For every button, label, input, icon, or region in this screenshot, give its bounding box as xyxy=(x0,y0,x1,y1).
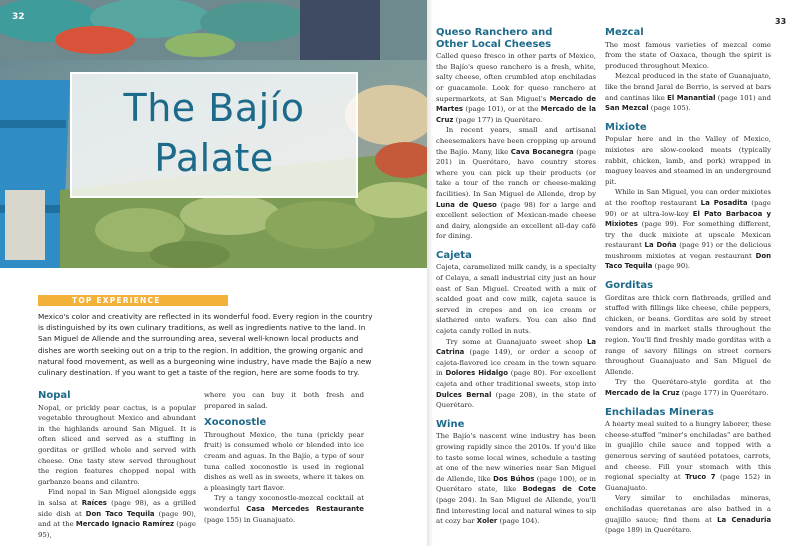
nopal-paragraph-1: Nopal, or prickly pear cactus, is a popular vegetable throughout Mexico and abundant in the highlands around San Miguel. It is often sliced and served as a stuffing in gorditas or grilled whole and served with cheese. One tasty stew served throughout the region features chopped nopal with garbanzo beans and cilantro. xyxy=(38,403,196,486)
page-number-right: 33 xyxy=(775,17,787,26)
xoconostle-paragraph-2: Try a tangy xoconostle-mezcal cocktail at wonderful Casa Mercedes Restaurante (page 155) in Guanajuato. xyxy=(204,494,364,524)
nopal-paragraph-2: Find nopal in San Miguel alongside eggs in salsa at Raíces (page 98), as a grilled side dish at Don Taco Tequila (page 90), and at the Mercado Ignacio Ramírez (page 95), xyxy=(38,488,196,539)
place-raices: Raíces xyxy=(81,498,107,507)
mezcal-paragraph-1: The most famous varieties of mezcal come from the state of Oaxaca, though the spirit is produced throughout Mexico. xyxy=(605,40,771,70)
section-heading-enchiladas: Enchiladas Mineras xyxy=(605,406,714,418)
page-number-left: 32 xyxy=(12,12,25,22)
section-heading-cajeta: Cajeta xyxy=(436,249,472,261)
enchiladas-paragraph-1: A hearty meal suited to a hungry laborer, these cheese-stuffed "miner's enchiladas" are bathed in guajillo chile sauce and topped with a generous serving of sautéed potatoes, carrots, and cheese. Fill your stomach with this regional specialty at Truco 7 (page 152) in Guanajuato. xyxy=(605,420,771,492)
place-el-pato: El Pato Barbacoa y Mixiotes xyxy=(605,209,771,229)
place-mercado-de-la-cruz: Mercado de la Cruz xyxy=(436,105,596,124)
section-heading-gorditas: Gorditas xyxy=(605,280,654,292)
queso-paragraph-2: In recent years, small and artisanal cheesemakers have been cropping up around the Bajío. Many, like Cava Bocanegra (page 201) in Querétaro, have country stores where you can pick up their products (or take a tour of the ranch or cheese-making facilities). In San Miguel de Allende, drop by Luna de Queso (page 98) for a large and excellent selection of Mexican-made cheese and dairy, alongside an excellent all-day café for dining. xyxy=(436,126,597,241)
gorditas-paragraph-1: Gorditas are thick corn flatbreads, grilled and stuffed with fillings like cheese, chile peppers, chicken, or beans. Gorditas are sold by street vendors and in market stalls throughout the region. You'll find freshly made gorditas with a range of savory fillings on street corners throughout Guanajuato and San Miguel de Allende. xyxy=(605,293,771,376)
place-cava-bocanegra: Cava Bocanegra xyxy=(510,147,574,156)
section-heading-xoconostle: Xoconostle xyxy=(204,417,267,429)
place-casa-mercedes: Casa Mercedes Restaurante xyxy=(246,504,364,513)
place-dos-buhos: Dos Búhos xyxy=(493,474,535,483)
cajeta-paragraph-1: Cajeta, caramelized milk candy, is a specialty of Celaya, a small industrial city just an hour east of San Miguel. Created with a mix of scalded goat and cow milk, cajeta sauce is served in crepes and on ice cream or slathered onto wafers. You can also find cajeta candy rolled in nuts. xyxy=(436,263,596,336)
column-cheese-cajeta-wine xyxy=(436,27,596,527)
section-heading-nopal: Nopal xyxy=(38,390,71,401)
xoconostle-paragraph-1: Throughout Mexico, the tuna (prickly pear fruit) is consumed whole or blended into ice cream and aguas. In the Bajío, a type of sour tuna called xoconostle is used in regional dishes as well as in sweets, where it takes on a pleasingly tart flavor. xyxy=(204,430,364,492)
place-mercado-ignacio-ramirez: Mercado Ignacio Ramírez xyxy=(75,520,175,529)
place-la-catrina: La Catrina xyxy=(436,337,596,357)
book-gutter xyxy=(427,0,433,546)
chapter-title-line-1: The Bajío xyxy=(123,86,305,130)
place-luna-de-queso: Luna de Queso xyxy=(436,200,497,209)
nopal-paragraph-continued: where you can buy it both fresh and prepared in salad. xyxy=(204,391,364,410)
place-la-dona: La Doña xyxy=(644,241,677,250)
banner-label: TOP EXPERIENCE xyxy=(72,296,161,305)
section-heading-queso xyxy=(436,27,596,50)
place-dulces-bernal: Dulces Bernal xyxy=(436,390,492,399)
section-heading-mezcal: Mezcal xyxy=(605,27,644,38)
place-san-mezcal: San Mezcal xyxy=(605,104,649,113)
cajeta-paragraph-2: Try some at Guanajuato sweet shop La Catrina (page 149), or order a scoop of cajeta-flavored ice cream in the town square in Dolores Hidalgo (page 80). For excellent cajeta and other traditional sweets, stop into Dulces Bernal (page 208), in the state of Querétaro. xyxy=(436,337,596,410)
place-el-manantial: El Manantial xyxy=(667,93,716,102)
enchiladas-paragraph-2: Very similar to enchiladas mineras, enchiladas queretanas are also bathed in a guajillo sauce; find them at La Cenaduria (page 189) in Querétaro. xyxy=(605,494,771,535)
place-don-taco-tequila-2: Don Taco Tequila xyxy=(605,251,771,271)
column-xoconostle xyxy=(204,390,364,525)
place-la-posadita: La Posadita xyxy=(700,198,748,207)
column-mezcal-mixiote-gorditas-enchiladas xyxy=(605,27,771,536)
gorditas-paragraph-2: Try the Querétaro-style gordita at the Mercado de la Cruz (page 177) in Querétaro. xyxy=(605,378,771,397)
place-mercado-de-martes: Mercado de Martes xyxy=(436,94,596,114)
market-photo xyxy=(0,0,427,268)
queso-heading-line-2: Other Local Cheeses xyxy=(436,38,552,50)
place-xoler: Xoler xyxy=(476,517,498,526)
place-bodegas-de-cote: Bodegas de Cote xyxy=(522,485,597,494)
chapter-title-line-2: Palate xyxy=(154,136,274,180)
section-heading-wine: Wine xyxy=(436,418,465,430)
place-don-taco-tequila: Don Taco Tequila xyxy=(85,509,155,518)
column-nopal xyxy=(38,390,196,540)
top-experience-banner xyxy=(38,295,228,306)
mezcal-paragraph-2: Mezcal produced in the state of Guanajuato, like the brand Jaral de Berrio, is served at bars and cantinas like El Manantial (page 101) and San Mezcal (page 105). xyxy=(605,72,771,113)
intro-paragraph: Mexico's color and creativity are reflected in its wonderful food. Every region in the country is distinguished by its own culinary traditions, as well as ingredients native to the land. In San Miguel de Allende and the surrounding area, several well-known local products and dishes are worth seeking out on a trip to the region. In addition, the growing organic and natural food movement, as well as a burgeoning wine industry, have made the Bajío a new culinary destination. If you want to get a taste of the region, here are some foods to try. xyxy=(38,312,373,378)
place-mercado-de-la-cruz-2: Mercado de la Cruz xyxy=(605,389,680,397)
queso-heading-line-1: Queso Ranchero and xyxy=(436,27,553,38)
queso-paragraph-1: Called queso fresco in other parts of Mexico, the Bajío's queso ranchero is a fresh, white, salty cheese, often crumbled atop enchiladas or guacamole. Look for queso ranchero at supermarkets, at San Miguel's Mercado de Martes (page 101), or at the Mercado de la Cruz (page 177) in Querétaro. xyxy=(436,52,596,124)
place-dolores-hidalgo: Dolores Hidalgo xyxy=(445,369,508,378)
mixiote-paragraph-2: While in San Miguel, you can order mixiotes at the rooftop restaurant La Posadita (page 90) or at ultra-low-key El Pato Barbacoa y Mixiotes (page 99). For something different, try the duck mixiote at upscale Mexican restaurant La Doña (page 91) or the delicious mushroom mixiotes at vegan restaurant Don Taco Tequila (page 90). xyxy=(605,188,771,271)
chapter-title-box xyxy=(70,72,358,198)
mixiote-paragraph-1: Popular here and in the Valley of Mexico, mixiotes are slow-cooked meats (typically rabbit, chicken, lamb, and pork) wrapped in maguey leaves and steamed in an underground pit. xyxy=(605,135,771,186)
place-truco-7: Truco 7 xyxy=(685,473,716,482)
section-heading-mixiote: Mixiote xyxy=(605,121,647,133)
place-la-cenaduria: La Cenaduria xyxy=(717,515,771,524)
wine-paragraph-1: The Bajío's nascent wine industry has been growing rapidly since the 2010s. If you'd like to taste some local wines, schedule a tasting at one of the new wineries near San Miguel de Allende, like Dos Búhos (page 100), or in Querétaro state, like Bodegas de Cote (page 204). In San Miguel de Allende, you'll find interesting local and natural wines to sip at cozy bar Xoler (page 104). xyxy=(436,432,597,526)
